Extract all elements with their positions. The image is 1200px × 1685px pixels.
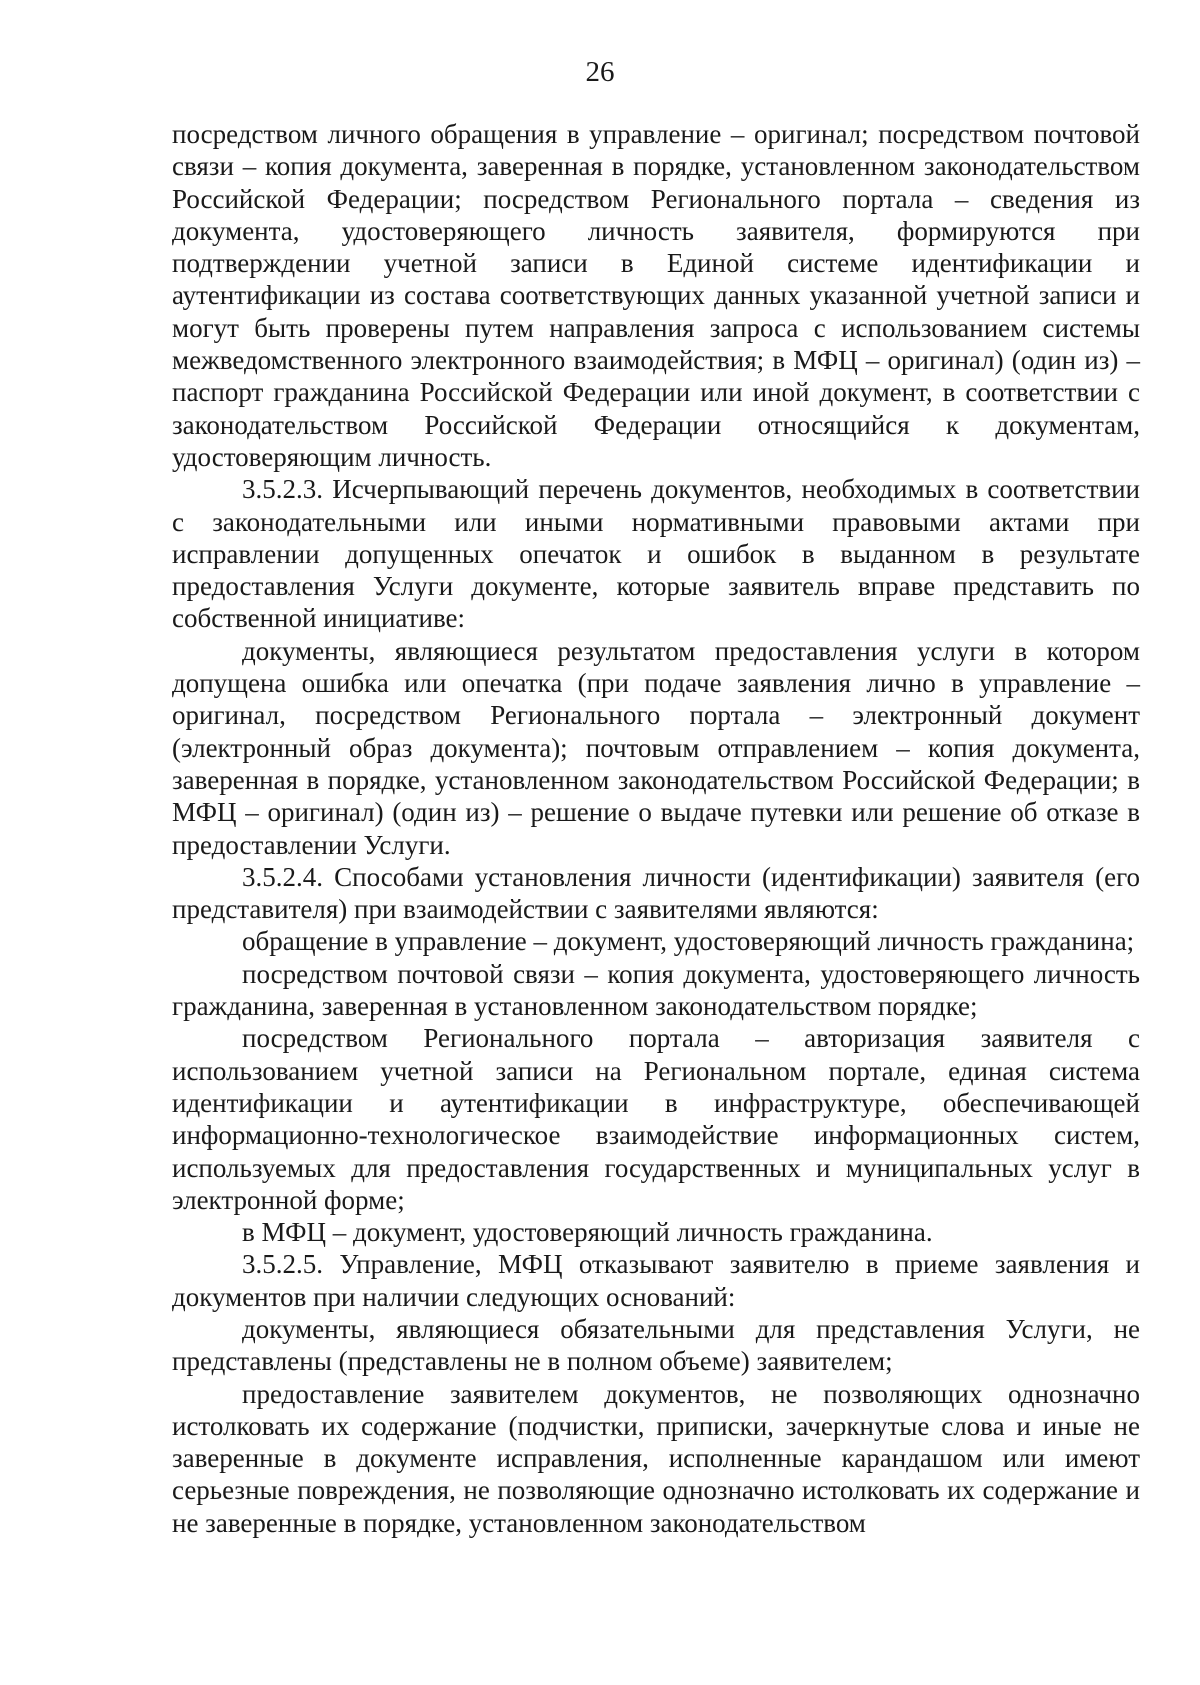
- paragraph-identity-docs: посредством личного обращения в управление – оригинал; посредством почтовой связи – копия документа, заверенная в порядке, установленном законодательством Российской Федерации; посредством Регионального портала – сведения из документа, удостоверяющего личность заявителя, формируются при подтверждении учетной записи в Единой системе идентификации и аутентификации из состава соответствующих данных указанной учетной записи и могут быть проверены путем направления запроса с использованием системы межведомственного электронного взаимодействия; в МФЦ – оригинал) (один из) – паспорт гражданина Российской Федерации или иной документ, в соответствии с законодательством Российской Федерации относящийся к документам, удостоверяющим личность.: [172, 119, 1140, 472]
- paragraph-regional-portal: посредством Регионального портала – авторизация заявителя с использованием учетной записи на Региональном портале, единая система идентификации и аутентификации в инфраструктуре, обеспечивающей информационно-технологическое взаимодействие информационных систем, используемых для предоставления государственных и муниципальных услуг в электронной форме;: [172, 1023, 1140, 1215]
- page-number: 26: [585, 56, 615, 88]
- paragraph-result-documents: документы, являющиеся результатом предоставления услуги в котором допущена ошибка или опечатка (при подаче заявления лично в управление – оригинал, посредством Регионального портала – электронный документ (электронный образ документа); почтовым отправлением – копия документа, заверенная в порядке, установленном законодательством Российской Федерации; в МФЦ – оригинал) (один из) – решение о выдаче путевки или решение об отказе в предоставлении Услуги.: [172, 635, 1140, 860]
- paragraph-3-5-2-5: 3.5.2.5. Управление, МФЦ отказывают заявителю в приеме заявления и документов при наличии следующих оснований:: [172, 1249, 1140, 1312]
- paragraph-office-visit: обращение в управление – документ, удостоверяющий личность гражданина;: [242, 926, 1135, 957]
- paragraph-mfc: в МФЦ – документ, удостоверяющий личность гражданина.: [242, 1217, 933, 1248]
- paragraph-ambiguous-documents: предоставление заявителем документов, не позволяющих однозначно истолковать их содержание (подчистки, приписки, зачеркнутые слова и иные не заверенные в документе исправления, исполненные карандашом или имеют серьезные повреждения, не позволяющие однозначно истолковать их содержание и не заверенные в порядке, установленном законодательством: [172, 1378, 1140, 1538]
- paragraph-postal: посредством почтовой связи – копия документа, удостоверяющего личность гражданина, заверенная в установленном законодательством порядке;: [172, 958, 1140, 1022]
- paragraph-3-5-2-4: 3.5.2.4. Способами установления личности (идентификации) заявителя (его представителя) при взаимодействии с заявителями являются:: [172, 861, 1140, 925]
- document-body: [172, 118, 1140, 1539]
- paragraph-3-5-2-3: 3.5.2.3. Исчерпывающий перечень документов, необходимых в соответствии с законодательными или иными нормативными правовыми актами при исправлении допущенных опечаток и ошибок в выданном в результате предоставления Услуги документе, которые заявитель вправе представить по собственной инициативе:: [172, 474, 1140, 634]
- paragraph-missing-documents: документы, являющиеся обязательными для представления Услуги, не представлены (представлены не в полном объеме) заявителем;: [172, 1313, 1140, 1377]
